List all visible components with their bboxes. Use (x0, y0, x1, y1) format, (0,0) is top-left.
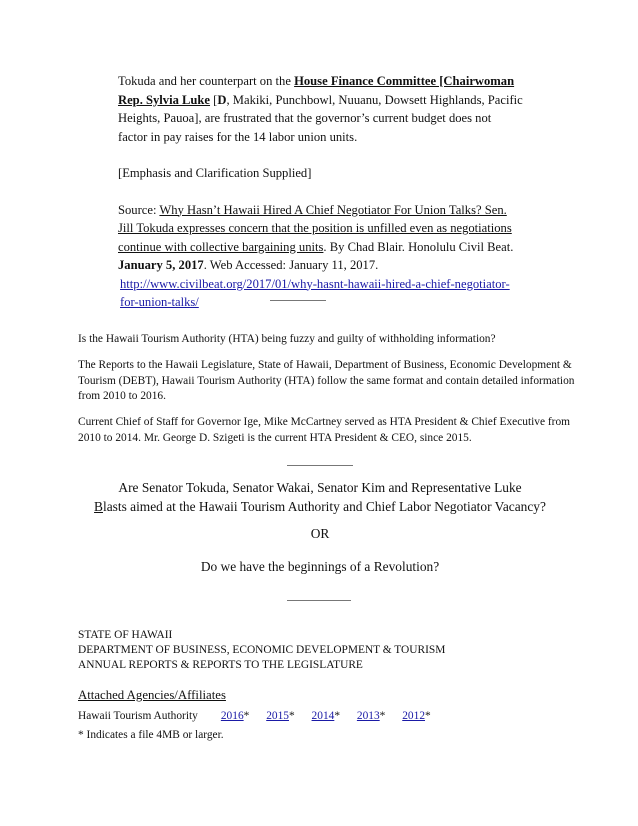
year-link-2014[interactable]: 2014 (311, 710, 335, 722)
or-text: OR (310, 526, 330, 541)
year-entry (221, 710, 249, 722)
headline-line-2-rest: lasts aimed at the Hawaii Tourism Authority and Chief Labor Negotiator Vacancy? (102, 499, 546, 514)
year-entry (357, 710, 385, 722)
reports-paragraph: The Reports to the Hawaii Legislature, State of Hawaii, Department of Business, Economic Development & Tourism (DEBT), Hawaii Tourism Authority (HTA) follow the same format and contain detailed information from 2010 to 2016. (78, 358, 575, 403)
headline-initial: B (94, 499, 103, 514)
headline-line-1: Are Senator Tokuda, Senator Wakai, Senator Kim and Representative Luke (118, 480, 522, 495)
bracket-text: [ (210, 92, 218, 107)
agencies-heading: Attached Agencies/Affiliates (78, 688, 226, 702)
state-line-2: DEPARTMENT OF BUSINESS, ECONOMIC DEVELOPMENT & TOURISM (78, 644, 446, 657)
state-heading (78, 628, 445, 674)
source-byline: . By Chad Blair. Honolulu Civil Beat. (323, 239, 514, 254)
hta-question: Is the Hawaii Tourism Authority (HTA) being fuzzy and guilty of withholding information? (78, 333, 496, 345)
size-marker: * (288, 710, 295, 722)
emphasis-note: [Emphasis and Clarification Supplied] (118, 166, 312, 180)
year-link-2015[interactable]: 2015 (266, 710, 289, 722)
source-citation (118, 201, 523, 275)
quote-text: Tokuda and her counterpart on the (118, 74, 295, 88)
source-url-link[interactable]: http://www.civilbeat.org/2017/01/why-hasnt-hawaii-hired-a-chief-negotiator-for-union-talks/ (120, 276, 510, 309)
year-link-2016[interactable]: 2016 (220, 710, 244, 722)
chief-of-staff-paragraph: Current Chief of Staff for Governor Ige, Mike McCartney served as HTA President & Chief Executive from 2010 to 2014. Mr. George D. Szigeti is the current HTA President & CEO, since 2015. (78, 416, 571, 444)
source-label: Source: (118, 202, 160, 217)
size-marker: * (334, 710, 341, 722)
source-title: Why Hasn’t Hawaii Hired A Chief Negotiator For Union Talks? Sen. Jill Tokuda expresses concern that the position is unfilled even as negotiations continue with collective bargaining units (118, 202, 512, 254)
committee-name: House Finance Committee [Chairwoman Rep. Sylvia Luke (118, 74, 515, 107)
source-accessed: . Web Accessed: January 11, 2017. (203, 258, 379, 272)
source-date: January 5, 2017 (118, 258, 204, 272)
quote-paragraph (118, 72, 523, 146)
size-marker: * (243, 710, 250, 722)
quote-text-rest: , Makiki, Punchbowl, Nuuanu, Dowsett Highlands, Pacific Heights, Pauoa], are frustrated that the governor’s current budget does not factor in pay raises for the 14 labor union units. (118, 92, 523, 144)
headline (60, 478, 580, 516)
year-link-2013[interactable]: 2013 (356, 710, 380, 722)
party-letter: D (217, 92, 227, 107)
file-size-note: * Indicates a file 4MB or larger. (78, 729, 224, 741)
body-text (78, 332, 578, 457)
agency-name: Hawaii Tourism Authority (78, 710, 198, 722)
state-line-3: ANNUAL REPORTS & REPORTS TO THE LEGISLATURE (78, 659, 363, 672)
agency-row (78, 710, 445, 722)
separator-rule (270, 300, 326, 301)
separator-rule (287, 465, 353, 466)
headline-line-2 (60, 497, 580, 516)
block-quote (118, 72, 523, 312)
year-entry (266, 710, 294, 722)
source-url-line (118, 275, 523, 312)
size-marker: * (379, 710, 386, 722)
year-link-2012[interactable]: 2012 (402, 710, 426, 722)
size-marker: * (425, 710, 431, 722)
year-entry (312, 710, 340, 722)
state-line-1: STATE OF HAWAII (78, 629, 173, 641)
year-entry (402, 710, 430, 722)
revolution-question: Do we have the beginnings of a Revolution? (200, 559, 440, 574)
separator-rule (287, 600, 351, 601)
